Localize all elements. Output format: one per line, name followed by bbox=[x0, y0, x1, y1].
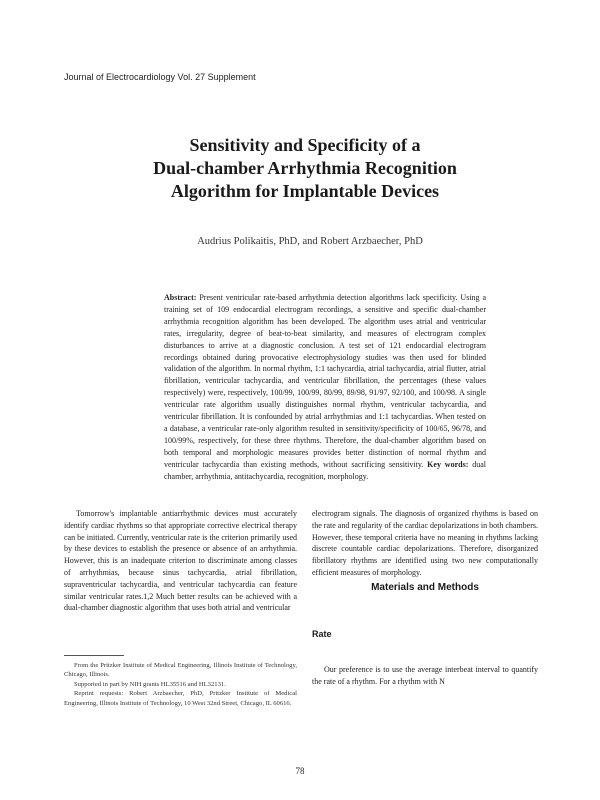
right-column bbox=[312, 508, 538, 579]
footnotes bbox=[64, 661, 297, 708]
left-column bbox=[64, 508, 297, 614]
abstract bbox=[164, 292, 486, 483]
subsection-heading-rate: Rate bbox=[312, 629, 332, 639]
title-line-2: Dual-chamber Arrhythmia Recognition bbox=[153, 158, 457, 178]
abstract-body: Present ventricular rate-based arrhythmia detection algorithms lack specificity. Using a training set of 109 endocardial electrogram recordings, a sensitive and specific dual-chamber arrhythmia recognition algorithm has been developed. The algorithm uses atrial and ventricular rates, irregularity, degree of beat-to-beat similarity, and measures of electrogram complex disturbances to arrive at a diagnostic conclusion. A test set of 121 endocardial electrogram recordings obtained during provocative electrophysiology studies was then used for blinded validation of the algorithm. In normal rhythm, 1:1 tachycardia, atrial tachycardia, atrial flutter, atrial fibrillation, ventricular tachycardia, and ventricular fibrillation, the percentages (these values respectively) were, respectively, 100/99, 100/99, 80/99, 89/98, 91/97, 92/100, and 100/98. A single ventricular rate algorithm usually distinguishes normal rhythm, ventricular tachycardia, and ventricular fibrillation. It is confounded by atrial arrhythmias and 1:1 tachycardias. When tested on a database, a ventricular rate-only algorithm resulted in sensitivity/specificity of 100/65, 96/78, and 100/99%, respectively, for these three rhythms. Therefore, the dual-chamber algorithm based on both temporal and morphologic measures provides better distinction of normal rhythm and ventricular tachycardia than existing methods, without sacrificing sensitivity. bbox=[164, 293, 486, 469]
footnote-divider bbox=[64, 655, 124, 656]
footnote-affiliation: From the Pritzker Institute of Medical Engineering, Illinois Institute of Technology, Chicago, Illinois. bbox=[64, 662, 297, 679]
title-line-3: Algorithm for Implantable Devices bbox=[170, 181, 440, 201]
footnote-support: Supported in part by NIH grants HL35516 and HL32131. bbox=[74, 680, 226, 688]
rate-section bbox=[312, 664, 538, 688]
journal-header: Journal of Electrocardiology Vol. 27 Supplement bbox=[64, 72, 256, 82]
title-line-1: Sensitivity and Specificity of a bbox=[189, 135, 421, 155]
page-number: 78 bbox=[295, 766, 305, 776]
intro-paragraph: Tomorrow's implantable antiarrhythmic devices must accurately identify cardiac rhythms so that appropriate corrective electrical therapy can be initiated. Currently, ventricular rate is the criterion primarily used by these devices to establish the presence or absence of an arrhythmia. However, this is an inadequate criterion to discriminate among classes of arrhythmias, because sinus tachycardia, atrial fibrillation, supraventricular tachycardia, and ventricular tachycardia can feature similar ventricular rates.1,2 Much better results can be achieved with a dual-chamber diagnostic algorithm that uses both atrial and ventricular bbox=[64, 509, 297, 613]
footnote-reprint: Reprint requests: Robert Arzbaecher, PhD, Pritzker Institute of Medical Engineering, Illinois Institute of Technology, 10 West 32nd Street, Chicago, IL 60616. bbox=[64, 690, 297, 707]
author-list: Audrius Polikaitis, PhD, and Robert Arzbaecher, PhD bbox=[197, 236, 423, 247]
abstract-label: Abstract: bbox=[164, 293, 200, 302]
paper-title bbox=[90, 134, 520, 203]
section-heading-methods: Materials and Methods bbox=[371, 582, 479, 593]
keywords-text: dual chamber, arrhythmia, antitachycardia, recognition, morphology. bbox=[164, 459, 486, 481]
intro-continued-paragraph: electrogram signals. The diagnosis of organized rhythms is based on the rate and regularity of the cardiac depolarizations in both chambers. However, these temporal criteria have no meaning in rhythms lacking discrete countable cardiac depolarizations. Therefore, disorganized fibrillatory rhythms are identified using two new computationally efficient measures of morphology. bbox=[312, 509, 538, 577]
rate-paragraph: Our preference is to use the average interbeat interval to quantify the rate of a rhythm. For a rhythm with N bbox=[312, 665, 538, 686]
keywords-label: Key words: bbox=[427, 459, 473, 469]
